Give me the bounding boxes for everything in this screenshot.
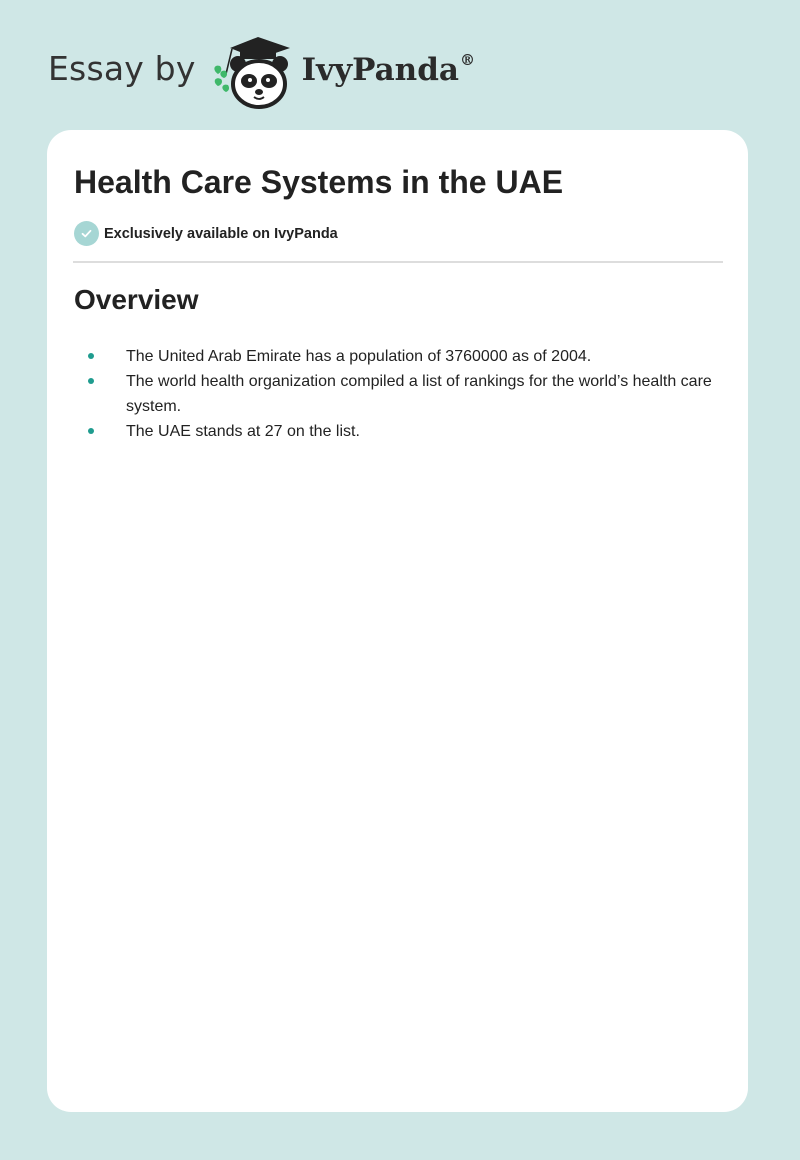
list-item-text: The UAE stands at 27 on the list. [126,423,360,440]
page-title: Health Care Systems in the UAE [74,164,564,200]
title-divider [73,261,723,263]
bullet-dot-icon [88,378,94,384]
registered-mark: ® [459,50,475,69]
exclusive-badge [74,221,338,246]
section-heading-overview: Overview [74,284,199,315]
check-mark-icon [80,227,93,240]
bullet-dot-icon [88,353,94,359]
list-item [84,344,714,369]
list-item [84,419,714,444]
brand-name-text: IvyPanda [301,52,459,88]
essay-by-label: Essay by [48,48,196,88]
list-item [84,369,714,419]
exclusive-label: Exclusively available on IvyPanda [104,225,338,242]
check-icon [74,221,99,246]
site-header [48,34,475,110]
list-item-text: The United Arab Emirate has a population of 3760000 as of 2004. [126,348,592,365]
brand-name [302,52,475,88]
panda-graduate-icon [210,34,302,110]
bullet-dot-icon [88,428,94,434]
essay-card [47,130,748,1112]
overview-bullet-list [84,344,714,444]
list-item-text: The world health organization compiled a list of rankings for the world’s health care system. [126,373,712,415]
